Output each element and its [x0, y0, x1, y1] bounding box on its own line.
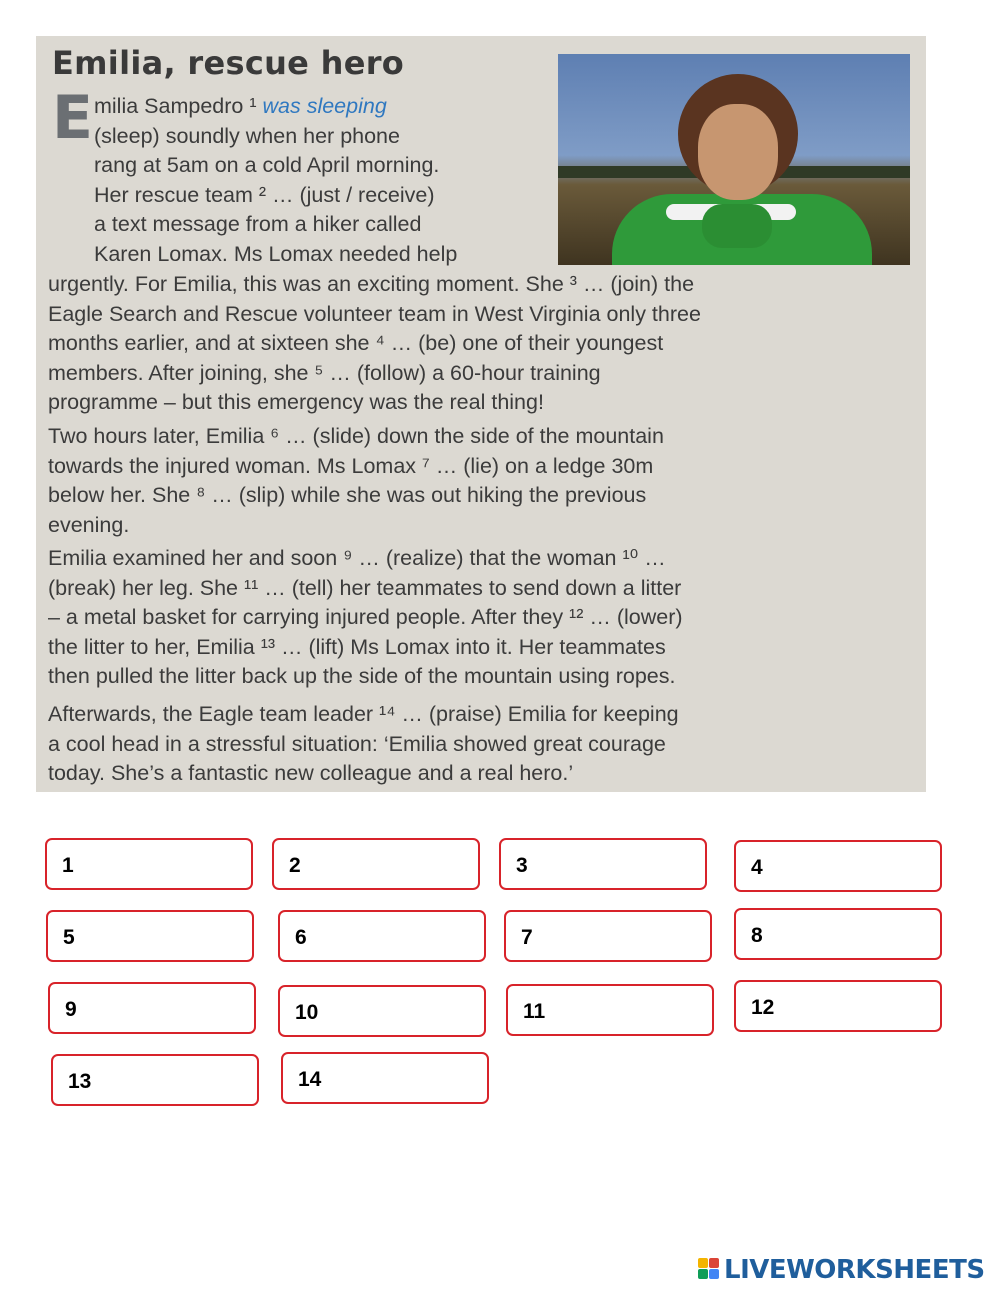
answer-box-2[interactable]	[272, 838, 480, 890]
answer-box-label: 4	[751, 856, 763, 879]
paragraph-4: Afterwards, the Eagle team leader ¹⁴ … (praise) Emilia for keeping a cool head in a stressful situation: ‘Emilia showed great courage today. She’s a fantastic new colleague and a real hero.’	[48, 702, 679, 786]
answer-box-13[interactable]	[51, 1054, 259, 1106]
logo-text: LIVEWORKSHEETS	[724, 1255, 985, 1285]
answer-box-label: 7	[521, 926, 533, 949]
answer-box-12[interactable]	[734, 980, 942, 1032]
drop-cap: E	[52, 83, 93, 153]
paragraph-1-rest: (sleep) soundly when her phone rang at 5am on a cold April morning. Her rescue team ² … (just / receive) a text message from a hiker called Karen Lomax. Ms Lomax needed help	[94, 123, 458, 266]
answer-box-label: 6	[295, 926, 307, 949]
answer-box-10[interactable]	[278, 985, 486, 1037]
answer-box-label: 5	[63, 926, 75, 949]
answer-box-8[interactable]	[734, 908, 942, 960]
article-title: Emilia, rescue hero	[52, 44, 405, 82]
answer-box-label: 14	[298, 1068, 322, 1091]
article-scan	[36, 36, 926, 792]
paragraph-1	[94, 92, 457, 270]
answer-box-label: 9	[65, 998, 77, 1021]
answer-box-14[interactable]	[281, 1052, 489, 1104]
answer-box-label: 1	[62, 854, 74, 877]
answer-box-1[interactable]	[45, 838, 253, 890]
answer-box-label: 12	[751, 996, 775, 1019]
answer-box-7[interactable]	[504, 910, 712, 962]
answer-box-11[interactable]	[506, 984, 714, 1036]
photo-face	[698, 104, 778, 200]
answer-box-6[interactable]	[278, 910, 486, 962]
answer-box-label: 3	[516, 854, 528, 877]
photo-hands	[702, 204, 772, 248]
answer-box-3[interactable]	[499, 838, 707, 890]
answer-box-9[interactable]	[48, 982, 256, 1034]
article-photo	[558, 54, 910, 265]
answer-box-label: 10	[295, 1001, 319, 1024]
paragraph-1-lead: milia Sampedro ¹	[94, 94, 263, 118]
answer-box-label: 2	[289, 854, 301, 877]
answer-box-label: 8	[751, 924, 763, 947]
paragraph-1-continued: urgently. For Emilia, this was an exciting moment. She ³ … (join) the Eagle Search and Rescue volunteer team in West Virginia only three months earlier, and at sixteen she ⁴ … (be) one of their youngest members. After joining, she ⁵ … (follow) a 60-hour training programme – but this emergency was the real thing!	[48, 272, 701, 415]
answer-box-label: 11	[523, 1000, 546, 1023]
answer-box-5[interactable]	[46, 910, 254, 962]
example-answer: was sleeping	[262, 94, 387, 118]
answer-box-4[interactable]	[734, 840, 942, 892]
paragraph-3: Emilia examined her and soon ⁹ … (realize) that the woman ¹⁰ … (break) her leg. She ¹¹ … (tell) her teammates to send down a litter – a metal basket for carrying injured people. After they ¹² … (lower) the litter to her, Emilia ¹³ … (lift) Ms Lomax into it. Her teammates then pulled the litter back up the side of the mountain using ropes.	[48, 546, 683, 689]
liveworksheets-icon	[698, 1258, 720, 1280]
paragraph-2: Two hours later, Emilia ⁶ … (slide) down the side of the mountain towards the injured woman. Ms Lomax ⁷ … (lie) on a ledge 30m below her. She ⁸ … (slip) while she was out hiking the previous evening.	[48, 424, 664, 537]
answer-box-label: 13	[68, 1070, 92, 1093]
